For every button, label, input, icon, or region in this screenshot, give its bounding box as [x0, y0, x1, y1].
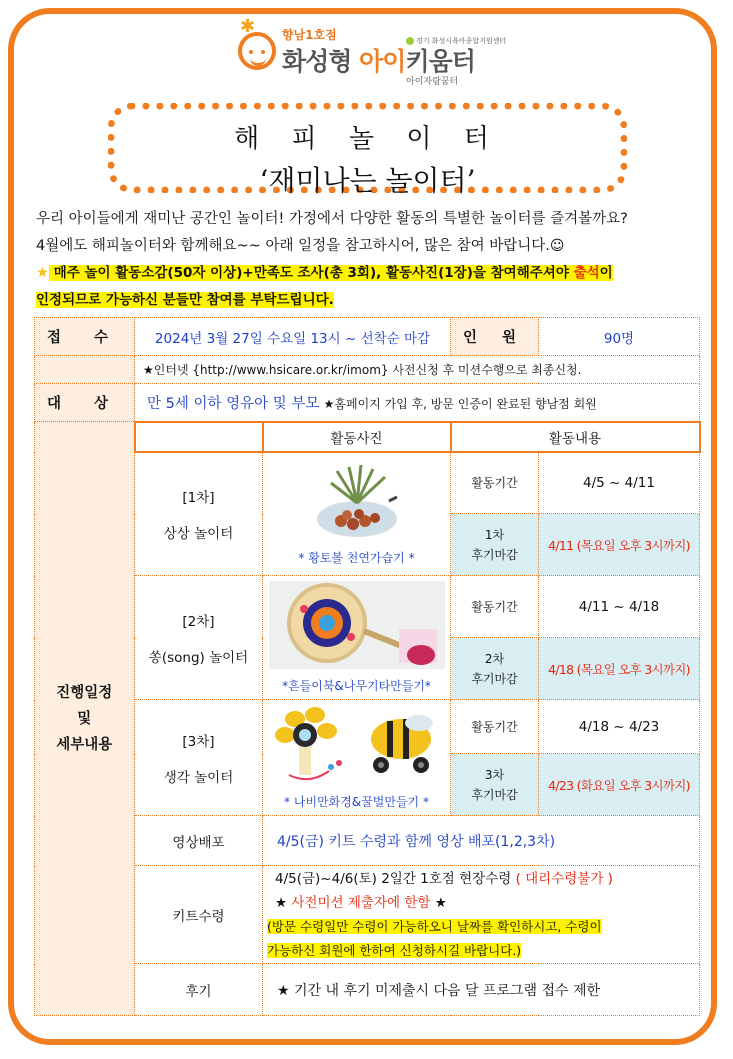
intro-paragraph-2: 4월에도 해피놀이터와 함께해요~~ 아래 일정을 참고하시어, 많은 참여 바랍니다.☺ [36, 238, 565, 254]
title-box [108, 103, 627, 197]
session-2-deadline: 4/18 (목요일 오후 3시까지) [539, 638, 700, 700]
col-photo: 활동사진 [263, 422, 451, 452]
reception-note: ★인터넷 {http://www.hsicare.or.kr/imom} 사전신청 후 미션수행으로 최종신청. [135, 356, 700, 384]
session-1-photo [263, 452, 451, 576]
drum-guitar-image [269, 581, 445, 669]
title-line-1: 해 피 놀 이 터 [234, 124, 501, 154]
session-3-deadline: 4/23 (화요일 오후 3시까지) [539, 754, 700, 816]
kit-value: 4/5(금)~4/6(토) 2일간 1호점 현장수령 ( 대리수령불가 ) ★ 사전미션 제출자에 한함 ★ (방문 수령일만 수령이 가능하오니 날짜를 확인하시고, 수령이 가능하신 회원에 한하여 신청하시길 바랍니다.) [263, 866, 700, 964]
session-3-period: 4/18 ~ 4/23 [539, 700, 700, 754]
session-2-period: 4/11 ~ 4/18 [539, 576, 700, 638]
session-3-caption: * 나비만화경&꿀벌만들기 * [284, 795, 429, 809]
logo-title: 화성형 아이키움터 [282, 47, 475, 76]
target-row: 만 5세 이하 영유아 및 부모 ★홈페이지 가입 후, 방문 인증이 완료된 향남점 회원 [135, 384, 700, 422]
session-3-deadline-label: 3차 후기마감 [451, 754, 539, 816]
logo-org: 경기 화성시육아종합지원센터 [406, 36, 506, 46]
session-1-caption: * 황토볼 천연가습기 * [298, 551, 415, 566]
session-2-caption: *흔들이북&나무기타만들기* [282, 679, 431, 693]
logo-branch: 향남1호점 [282, 28, 337, 42]
schedule-label: 진행일정 및 세부내용 [35, 422, 135, 1016]
center-logo [238, 16, 508, 87]
review-value: ★ 기간 내 후기 미제출시 다음 달 프로그램 접수 제한 [263, 964, 700, 1016]
session-3-photo [263, 700, 451, 816]
star-icon: ★ [36, 265, 49, 281]
reception-label: 접 수 [35, 318, 135, 356]
intro-paragraph-1: 우리 아이들에게 재미난 공간인 놀이터! 가정에서 다양한 활동의 특별한 놀이터를 즐겨볼까요? [36, 211, 628, 227]
session-1-deadline-label: 1차 후기마감 [451, 514, 539, 576]
capacity-value: 90명 [539, 318, 700, 356]
intro-highlight-2: 인정되므로 가능하신 분들만 참여를 부탁드립니다. [36, 292, 334, 308]
reception-value: 2024년 3월 27일 수요일 13시 ~ 선착순 마감 [135, 318, 451, 356]
session-3-period-label: 활동기간 [451, 700, 539, 754]
smile-face-icon [238, 32, 276, 70]
session-1-title: [1차] 상상 놀이터 [135, 452, 263, 576]
review-label: 후기 [135, 964, 263, 1016]
video-label: 영상배포 [135, 816, 263, 866]
butterfly-bee-image [269, 705, 445, 785]
session-3-title: [3차] 생각 놀이터 [135, 700, 263, 816]
capacity-label: 인 원 [451, 318, 539, 356]
session-2-title: [2차] 쏭(song) 놀이터 [135, 576, 263, 700]
plant-terrarium-image [297, 461, 417, 541]
title-line-2: ‘재미나는 놀이터’ [259, 164, 476, 197]
session-2-photo [263, 576, 451, 700]
session-2-period-label: 활동기간 [451, 576, 539, 638]
intro-highlight-1: ★ 매주 놀이 활동소감(50자 이상)+만족도 조사(총 3회), 활동사진(1장)을 참여해주셔야 출석이 [36, 265, 613, 281]
smile-icon: ☺ [549, 238, 565, 254]
session-2-deadline-label: 2차 후기마감 [451, 638, 539, 700]
intro-text [36, 206, 706, 314]
star-icon: ✱ [240, 16, 256, 37]
session-1-period: 4/5 ~ 4/11 [539, 452, 700, 514]
program-table [34, 317, 701, 1016]
col-content: 활동내용 [451, 422, 700, 452]
session-1-deadline: 4/11 (목요일 오후 3시까지) [539, 514, 700, 576]
logo-subtitle: 아이자람꿈터 [406, 77, 459, 87]
kit-label: 키트수령 [135, 866, 263, 964]
video-value: 4/5(금) 키트 수령과 함께 영상 배포(1,2,3차) [263, 816, 700, 866]
session-1-period-label: 활동기간 [451, 452, 539, 514]
target-label: 대 상 [35, 384, 135, 422]
